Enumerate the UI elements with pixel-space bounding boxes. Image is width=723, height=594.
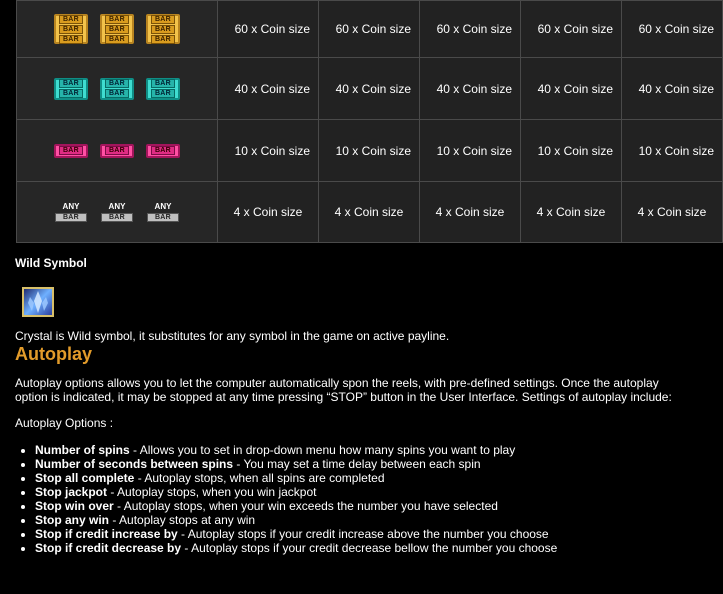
triple-bar-icon: BAR BAR BAR xyxy=(100,14,134,44)
triple-bar-icon: BAR BAR BAR xyxy=(54,14,88,44)
any-bar-icon: ANY BAR xyxy=(146,199,180,225)
double-bar-icon: BAR BAR xyxy=(54,78,88,100)
any-bar-icon: ANY BAR xyxy=(54,199,88,225)
paytable-row-triple-bar xyxy=(17,1,723,58)
payout-cell: 4 x Coin size xyxy=(420,182,521,243)
payout-cell: 40 x Coin size xyxy=(521,58,622,120)
payout-cell: 60 x Coin size xyxy=(319,1,420,58)
autoplay-options-list xyxy=(20,443,557,555)
list-item: • Stop any win - Autoplay stops at any win xyxy=(35,513,557,527)
payout-cell: 4 x Coin size xyxy=(218,182,319,243)
payout-cell: 10 x Coin size xyxy=(420,120,521,182)
autoplay-heading: Autoplay xyxy=(15,344,93,364)
symbol-cell xyxy=(17,1,218,58)
list-item: • Stop all complete - Autoplay stops, when all spins are completed xyxy=(35,471,557,485)
single-bar-icon: BAR xyxy=(54,144,88,158)
payout-cell: 4 x Coin size xyxy=(521,182,622,243)
single-bar-icon: BAR xyxy=(146,144,180,158)
payout-cell: 60 x Coin size xyxy=(420,1,521,58)
paytable xyxy=(16,0,723,243)
list-item: • Stop if credit decrease by - Autoplay stops if your credit decrease bellow the number you choose xyxy=(35,541,557,555)
payout-cell: 40 x Coin size xyxy=(319,58,420,120)
wild-description: Crystal is Wild symbol, it substitutes for any symbol in the game on active payline. xyxy=(15,329,450,343)
list-item: • Stop win over - Autoplay stops, when your win exceeds the number you have selected xyxy=(35,499,557,513)
triple-bar-icon: BAR BAR BAR xyxy=(146,14,180,44)
payout-cell: 60 x Coin size xyxy=(622,1,723,58)
list-item: • Stop jackpot - Autoplay stops, when you win jackpot xyxy=(35,485,557,499)
payout-cell: 10 x Coin size xyxy=(218,120,319,182)
any-bar-icon: ANY BAR xyxy=(100,199,134,225)
payout-cell: 40 x Coin size xyxy=(218,58,319,120)
crystal-icon xyxy=(22,287,54,317)
list-item: • Stop if credit increase by - Autoplay stops if your credit increase above the number you choose xyxy=(35,527,557,541)
paytable-row-double-bar xyxy=(17,58,723,120)
double-bar-icon: BAR BAR xyxy=(146,78,180,100)
single-bar-icon: BAR xyxy=(100,144,134,158)
double-bar-icon: BAR BAR xyxy=(100,78,134,100)
paytable-row-single-bar xyxy=(17,120,723,182)
payout-cell: 4 x Coin size xyxy=(319,182,420,243)
payout-cell: 10 x Coin size xyxy=(622,120,723,182)
payout-cell: 40 x Coin size xyxy=(420,58,521,120)
autoplay-options-label: Autoplay Options : xyxy=(15,416,114,430)
payout-cell: 10 x Coin size xyxy=(319,120,420,182)
payout-cell: 40 x Coin size xyxy=(622,58,723,120)
payout-cell: 60 x Coin size xyxy=(521,1,622,58)
wild-symbol-heading: Wild Symbol xyxy=(15,256,87,270)
symbol-cell xyxy=(17,58,218,120)
paytable-row-any-bar xyxy=(17,182,723,243)
list-item: • Number of spins - Allows you to set in drop-down menu how many spins you want to play xyxy=(35,443,557,457)
payout-cell: 4 x Coin size xyxy=(622,182,723,243)
autoplay-description: Autoplay options allows you to let the computer automatically spon the reels, with pre-defined settings. Once the autoplay option is indicated, it may be stopped at any time pressing “STOP” button in the User Interface. Settings of autoplay include: xyxy=(15,376,672,404)
list-item: • Number of seconds between spins - You may set a time delay between each spin xyxy=(35,457,557,471)
payout-cell: 60 x Coin size xyxy=(218,1,319,58)
payout-cell: 10 x Coin size xyxy=(521,120,622,182)
symbol-cell xyxy=(17,120,218,182)
symbol-cell xyxy=(17,182,218,243)
